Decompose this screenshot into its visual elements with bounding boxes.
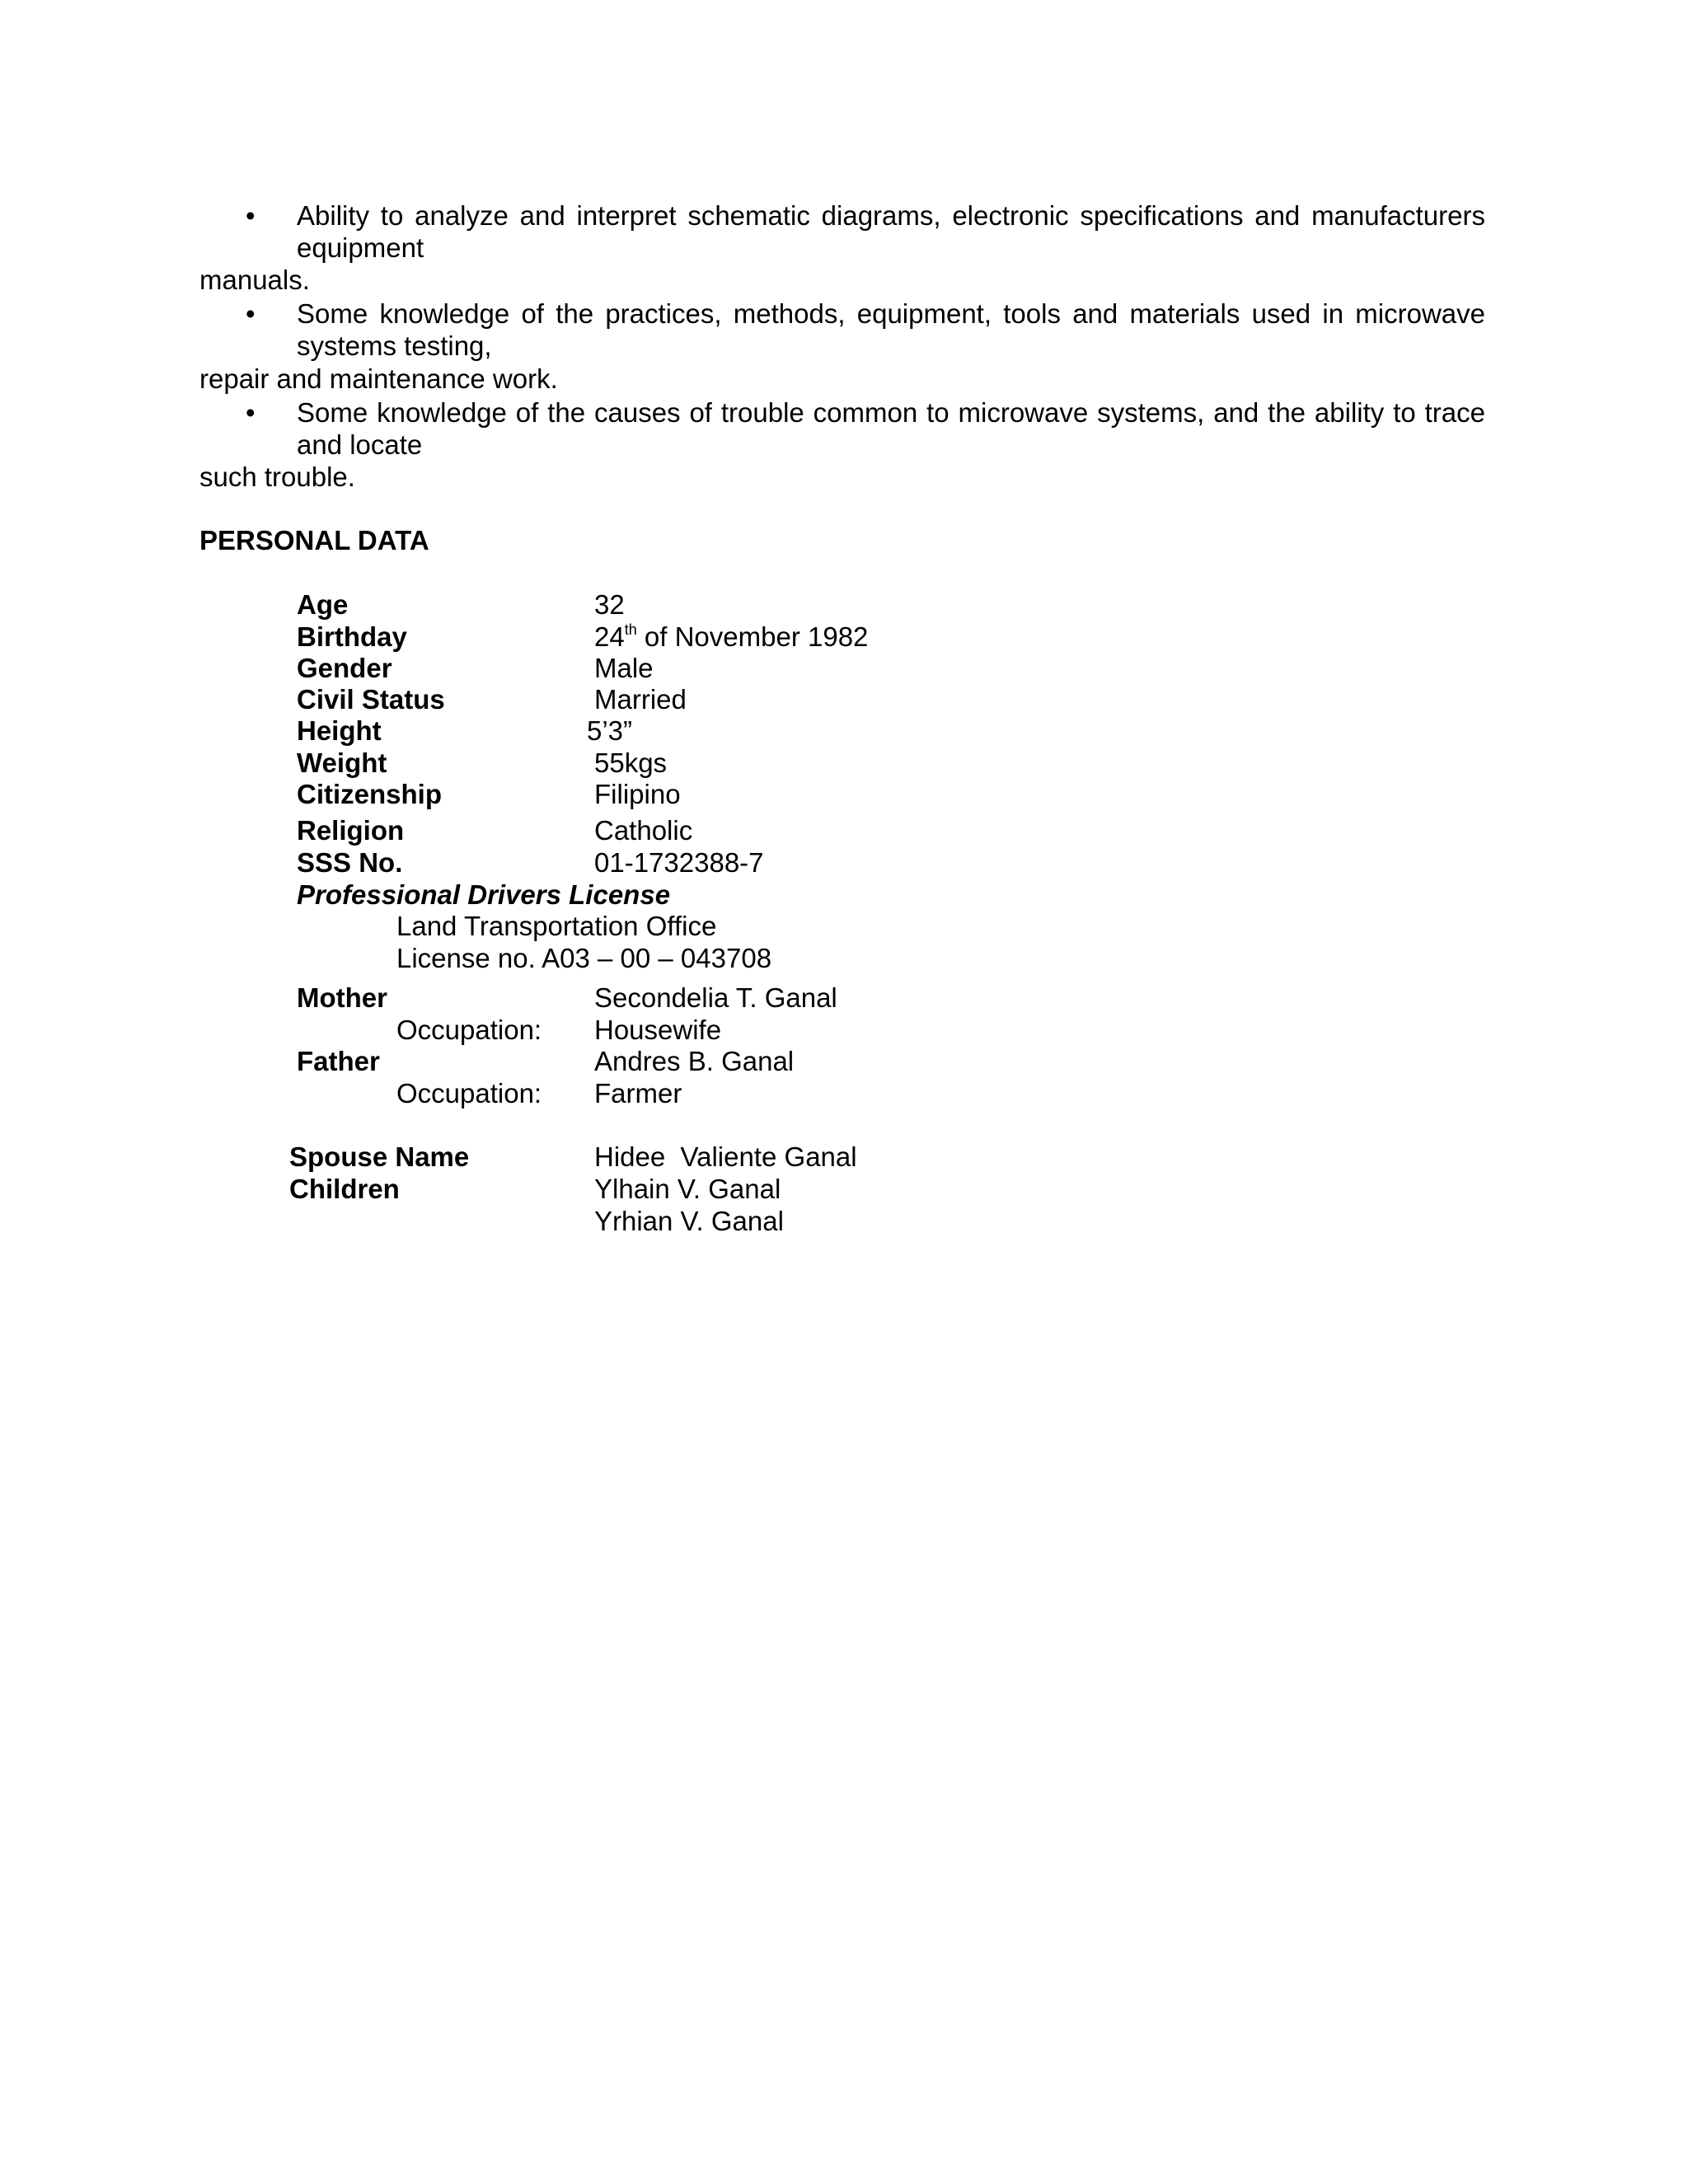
age-value: 32 xyxy=(594,589,625,620)
birthday-label: Birthday xyxy=(297,621,407,652)
mother-label: Mother xyxy=(297,982,387,1013)
section-heading: PERSONAL DATA xyxy=(199,525,429,555)
father-label: Father xyxy=(297,1046,380,1076)
father-occupation-value: Farmer xyxy=(594,1078,682,1108)
skill-item-text: Ability to analyze and interpret schematic diagrams, electronic specifications and manufacturers equipment xyxy=(297,200,1485,263)
license-number: License no. A03 – 00 – 043708 xyxy=(396,943,772,973)
license-office: Land Transportation Office xyxy=(396,911,717,941)
bullet-icon: • xyxy=(246,298,256,329)
child-name: Yrhian V. Ganal xyxy=(594,1206,784,1236)
skill-item-text: Some knowledge of the practices, methods, equipment, tools and materials used in microwave systems testing, xyxy=(297,298,1485,361)
spouse-value: Hidee Valiente Ganal xyxy=(594,1141,857,1172)
mother-value: Secondelia T. Ganal xyxy=(594,982,837,1013)
skill-item-continuation: manuals. xyxy=(199,265,310,295)
bullet-icon: • xyxy=(246,200,256,231)
citizenship-value: Filipino xyxy=(594,779,681,809)
civil-status-value: Married xyxy=(594,684,687,715)
civil-status-label: Civil Status xyxy=(297,684,445,715)
skill-item-continuation: repair and maintenance work. xyxy=(199,363,558,394)
child-name: Ylhain V. Ganal xyxy=(594,1174,781,1204)
gender-label: Gender xyxy=(297,653,392,683)
weight-label: Weight xyxy=(297,748,387,778)
skill-item-text: Some knowledge of the causes of trouble common to microwave systems, and the ability to trace and locate xyxy=(297,397,1485,460)
religion-value: Catholic xyxy=(594,815,693,846)
children-label: Children xyxy=(289,1174,400,1204)
sss-label: SSS No. xyxy=(297,847,403,878)
license-label: Professional Drivers License xyxy=(297,879,671,910)
sss-value: 01-1732388-7 xyxy=(594,847,764,878)
age-label: Age xyxy=(297,589,349,620)
mother-occupation-label: Occupation: xyxy=(396,1015,542,1045)
citizenship-label: Citizenship xyxy=(297,779,443,809)
weight-value: 55kgs xyxy=(594,748,668,778)
gender-value: Male xyxy=(594,653,654,683)
mother-occupation-value: Housewife xyxy=(594,1015,722,1045)
bullet-icon: • xyxy=(246,397,256,428)
father-value: Andres B. Ganal xyxy=(594,1046,795,1076)
father-occupation-label: Occupation: xyxy=(396,1078,542,1108)
religion-label: Religion xyxy=(297,815,405,846)
height-value: 5’3” xyxy=(587,715,633,746)
spouse-label: Spouse Name xyxy=(289,1141,470,1172)
skill-item-continuation: such trouble. xyxy=(199,462,355,492)
birthday-value: 24th of November 1982 xyxy=(594,621,869,652)
height-label: Height xyxy=(297,715,382,746)
